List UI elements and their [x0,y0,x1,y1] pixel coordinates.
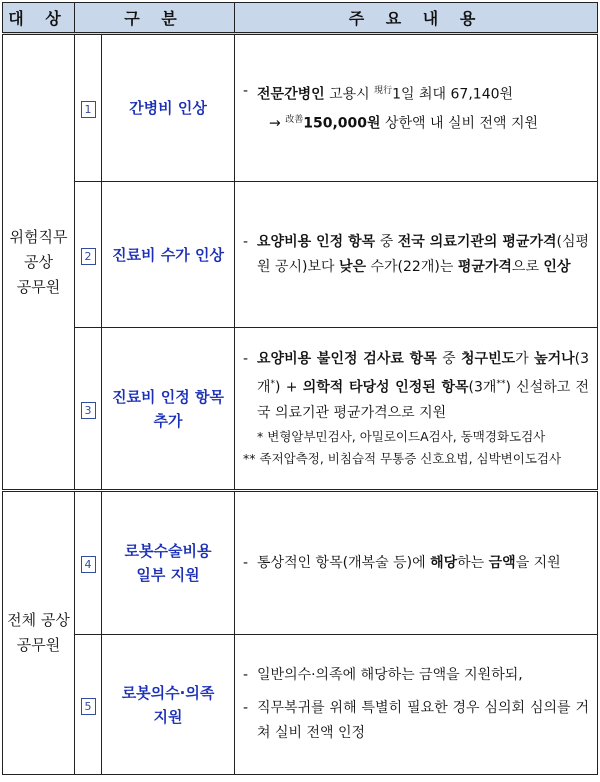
content-text: 고용시 [324,87,375,103]
content-bullet [243,696,589,746]
category-cell [102,635,235,775]
category-cell [102,34,235,182]
group-label: 공무원 [16,277,61,296]
content-text: 전국 의료기관의 평균가격 [397,233,557,250]
category-label: 진료비 인정 항목 [112,387,224,406]
content-bullet [243,347,589,426]
table-row [3,635,598,775]
content-text: 낮은 [339,258,367,275]
content-text: 일반의수·의족에 해당하는 금액을 지원하되, [257,667,523,683]
content-text: 해당 [430,554,458,571]
category-cell [102,328,235,491]
content-text: 평균가격 [457,258,512,275]
content-text: 하는 [457,554,489,571]
group-label: 공상 [24,252,53,271]
content-cell [235,491,598,635]
content-bullet [243,663,589,688]
table-row [3,491,598,635]
row-number-cell [75,328,102,491]
group-cell-hazard [3,34,75,491]
header-content: 주 요 내 용 [235,3,598,34]
category-label: 간병비 인상 [129,99,207,117]
content-text: 높거나 [534,351,575,368]
bullet-dash: - [243,233,249,250]
content-text: 금액 [488,554,516,571]
category-label: 지원 [153,707,183,726]
row-number: 3 [81,402,96,419]
content-cell [235,635,598,775]
group-label: 전체 공상 [7,611,70,629]
category-label: 로봇수술비용 [124,542,212,560]
group-label: 위험직무 [9,227,68,246]
content-text: 1일 최대 67,140원 [392,87,514,103]
content-text: ) + [275,379,303,396]
bullet-dash: - [243,667,249,683]
table-row [3,182,598,328]
content-cell [235,328,598,491]
row-number: 4 [81,556,96,573]
content-text: 상한액 내 실비 전액 지원 [380,115,539,132]
bullet-dash: - [243,554,249,571]
content-text: 전문간병인 [257,87,325,103]
footnote: * 변형알부민검사, 아밀로이드A검사, 동맥경화도검사 [257,428,546,444]
content-bullet [243,79,589,108]
content-text: 인상 [543,258,571,275]
content-text: 150,000원 [303,115,381,132]
footnote: ** 족저압측정, 비침습적 무통증 신호요법, 심박변이도검사 [243,450,562,466]
content-text: 의학적 타당성 인정된 항목 [302,379,469,396]
content-bullet [243,230,589,280]
header-row [3,3,598,34]
content-line [243,108,589,137]
content-bullet [243,551,589,576]
row-number: 5 [81,698,96,715]
group-label: 공무원 [16,636,61,654]
category-label: 로봇의수·의족 [121,683,215,702]
category-cell [102,182,235,328]
content-text: 가 [515,351,535,368]
content-text: (3개 [257,351,590,396]
content-text: 청구빈도 [461,351,516,368]
bullet-dash: - [243,83,249,100]
content-text: ) 신설하고 전국 의료기관 평균가격으로 지원 [257,379,590,421]
content-text: 요양비용 인정 항목 [257,233,376,250]
category-label: 일부 지원 [136,566,200,584]
content-text: (3개 [468,379,497,396]
row-number-cell [75,34,102,182]
row-number-cell [75,635,102,775]
header-category: 구 분 [75,3,235,34]
arrow-text: → [269,115,286,132]
row-number-cell [75,182,102,328]
row-number-cell [75,491,102,635]
bullet-dash: - [243,700,249,716]
content-cell [235,182,598,328]
content-text: 통상적인 항목(개복술 등)에 [257,554,431,571]
content-text: 수가(22개)는 [366,258,458,275]
group-cell-all [3,491,75,775]
content-sup: 現行 [374,86,393,97]
content-text: (심평원 공시)보다 [257,233,590,275]
category-cell [102,491,235,635]
content-cell [235,34,598,182]
content-text: 요양비용 불인정 검사료 항목 [257,351,437,368]
content-sup: 改善 [285,115,304,125]
bullet-dash: - [243,351,249,368]
content-text: 중 [436,351,462,368]
benefit-table [2,2,598,775]
table-row [3,34,598,182]
content-sup: ** [496,379,506,390]
table-row [3,328,598,491]
content-sup: * [270,379,276,390]
row-number: 2 [81,248,96,265]
row-number: 1 [81,101,96,118]
category-label: 진료비 수가 인상 [112,245,224,264]
category-label: 추가 [153,411,183,430]
content-text: 으로 [511,258,544,275]
header-target: 대 상 [3,3,75,34]
content-text: 직무복귀를 위해 특별히 필요한 경우 심의회 심의를 거쳐 실비 전액 인정 [257,700,590,741]
content-text: 을 지원 [515,554,561,571]
content-text: 중 [375,233,398,250]
